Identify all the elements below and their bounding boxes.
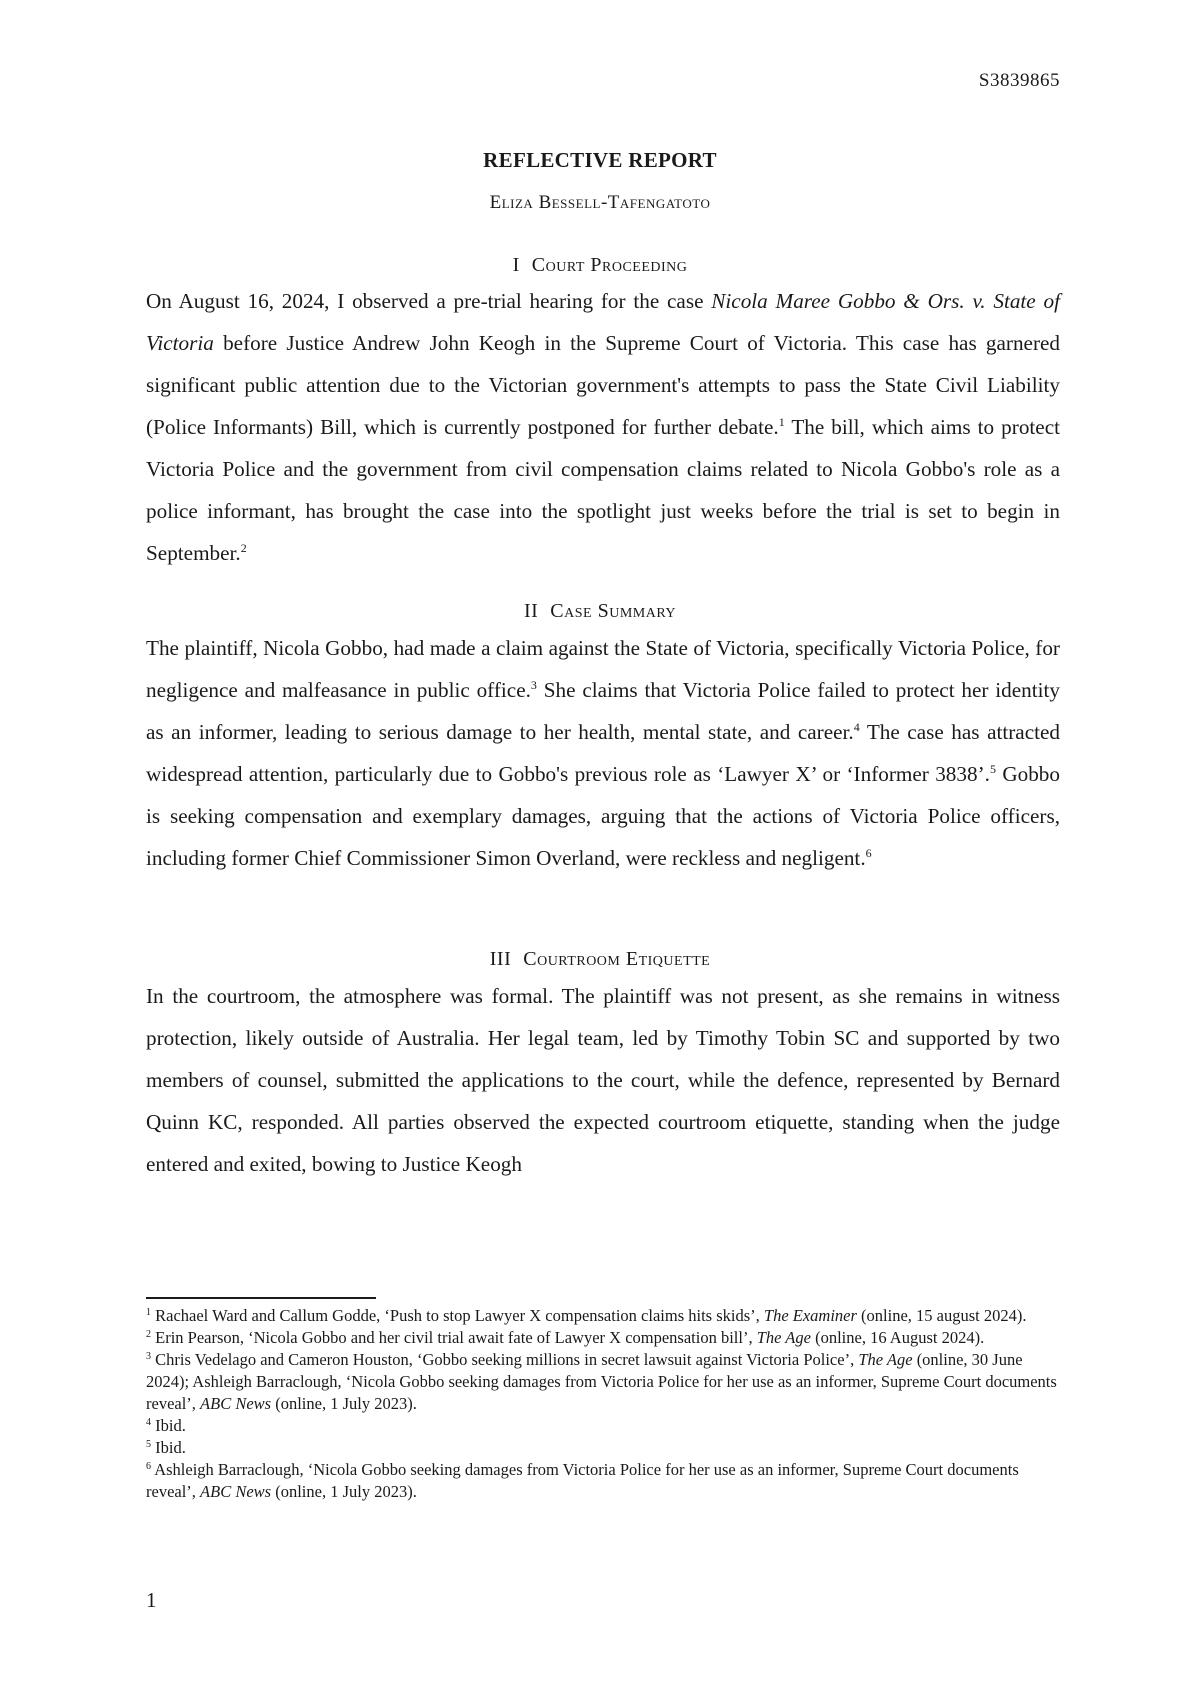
section-number: III bbox=[489, 948, 512, 970]
text-run: The bill, which aims to protect Victoria Police and the government from civil compensation claims related to Nicola Gobbo's role as a police informant, has brought the case into the spotlight just weeks before the trial is set to begin in September. bbox=[146, 415, 1060, 565]
footnote-5 bbox=[146, 1437, 1066, 1459]
footnote-mark: 5 bbox=[146, 1439, 151, 1450]
footnote-4 bbox=[146, 1415, 1066, 1437]
footnote-ref[interactable]: 5 bbox=[989, 762, 996, 776]
text-run: (online, 30 June 2024); Ashleigh Barraclough, ‘Nicola Gobbo seeking damages from Victoria Police for her use as an informer, Supreme Court documents reveal’, bbox=[146, 1350, 1057, 1413]
footnote-mark: 3 bbox=[146, 1351, 151, 1362]
text-run: In the courtroom, the atmosphere was formal. The plaintiff was not present, as she remains in witness protection, likely outside of Australia. Her legal team, led by Timothy Tobin SC and supported by two members of counsel, submitted the applications to the court, while the defence, represented by Bernard Quinn KC, responded. All parties observed the expected courtroom etiquette, standing when the judge entered and exited, bowing to Justice Keogh bbox=[146, 984, 1060, 1176]
footnote-2 bbox=[146, 1327, 1066, 1349]
footnote-ref[interactable]: 2 bbox=[240, 541, 247, 555]
paragraph-court-proceeding bbox=[146, 280, 1060, 574]
text-run: The plaintiff, Nicola Gobbo, had made a claim against the State of Victoria, specifically Victoria Police, for negligence and malfeasance in public office. bbox=[146, 636, 1060, 702]
footnote-mark: 2 bbox=[146, 1329, 151, 1340]
section-number: I bbox=[512, 254, 520, 276]
footnote-1 bbox=[146, 1305, 1066, 1327]
publication-name: The Age bbox=[858, 1350, 913, 1369]
publication-name: The Age bbox=[756, 1328, 811, 1347]
text-run: before Justice Andrew John Keogh in the Supreme Court of Victoria. This case has garnered significant public attention due to the Victorian government's attempts to pass the State Civil Liability (Police Informants) Bill, which is currently postponed for further debate. bbox=[146, 331, 1060, 439]
author-name: Eliza Bessell-Tafengatoto bbox=[489, 192, 711, 213]
text-run: Ibid. bbox=[155, 1416, 186, 1435]
text-run: (online, 1 July 2023). bbox=[271, 1394, 417, 1413]
footnote-ref[interactable]: 1 bbox=[778, 415, 785, 429]
paragraph-case-summary bbox=[146, 627, 1060, 879]
text-run: She claims that Victoria Police failed to protect her identity as an informer, leading to serious damage to her health, mental state, and career. bbox=[146, 678, 1061, 744]
footnote-6 bbox=[146, 1459, 1066, 1503]
footnote-mark: 6 bbox=[146, 1461, 151, 1472]
section-heading-courtroom-etiquette bbox=[0, 948, 1200, 971]
text-run: Gobbo is seeking compensation and exemplary damages, arguing that the actions of Victoria Police officers, including former Chief Commissioner Simon Overland, were reckless and negligent. bbox=[146, 762, 1060, 870]
footnotes bbox=[146, 1305, 1066, 1503]
text-run: Rachael Ward and Callum Godde, ‘Push to stop Lawyer X compensation claims hits skids’, bbox=[155, 1306, 764, 1325]
text-run: (online, 1 July 2023). bbox=[271, 1482, 417, 1501]
section-heading-case-summary bbox=[0, 600, 1200, 623]
text-run: (online, 16 August 2024). bbox=[810, 1328, 985, 1347]
paragraph-courtroom-etiquette bbox=[146, 975, 1060, 1185]
footnote-mark: 1 bbox=[146, 1307, 151, 1318]
text-run: (online, 15 august 2024). bbox=[856, 1306, 1027, 1325]
footnote-ref[interactable]: 4 bbox=[853, 720, 860, 734]
report-title: REFLECTIVE REPORT bbox=[483, 148, 717, 172]
text-run: Ashleigh Barraclough, ‘Nicola Gobbo seeking damages from Victoria Police for her use as an informer, Supreme Court documents reveal’, bbox=[146, 1460, 1019, 1501]
text-run: The case has attracted widespread attention, particularly due to Gobbo's previous role as ‘Lawyer X’ or ‘Informer 3838’. bbox=[146, 720, 1060, 786]
footnote-mark: 4 bbox=[146, 1417, 151, 1428]
footnote-separator bbox=[146, 1297, 376, 1299]
student-id: S3839865 bbox=[978, 70, 1060, 91]
footnote-3 bbox=[146, 1349, 1066, 1415]
page-number: 1 bbox=[146, 1588, 157, 1612]
section-title: Case Summary bbox=[550, 600, 677, 622]
case-name: Nicola Maree Gobbo & Ors. v. State of Victoria bbox=[146, 289, 1060, 355]
footnote-ref[interactable]: 6 bbox=[865, 846, 872, 860]
footnote-ref[interactable]: 3 bbox=[530, 678, 537, 692]
text-run: On August 16, 2024, I observed a pre-trial hearing for the case bbox=[146, 289, 712, 313]
publication-name: ABC News bbox=[200, 1394, 272, 1413]
section-title: Court Proceeding bbox=[531, 254, 688, 276]
section-number: II bbox=[523, 600, 539, 622]
section-title: Courtroom Etiquette bbox=[523, 948, 711, 970]
text-run: Erin Pearson, ‘Nicola Gobbo and her civil trial await fate of Lawyer X compensation bill’, bbox=[155, 1328, 757, 1347]
section-heading-court-proceeding bbox=[0, 254, 1200, 277]
publication-name: The Examiner bbox=[763, 1306, 857, 1325]
text-run: Chris Vedelago and Cameron Houston, ‘Gobbo seeking millions in secret lawsuit against Victoria Police’, bbox=[155, 1350, 859, 1369]
publication-name: ABC News bbox=[200, 1482, 272, 1501]
text-run: Ibid. bbox=[155, 1438, 186, 1457]
